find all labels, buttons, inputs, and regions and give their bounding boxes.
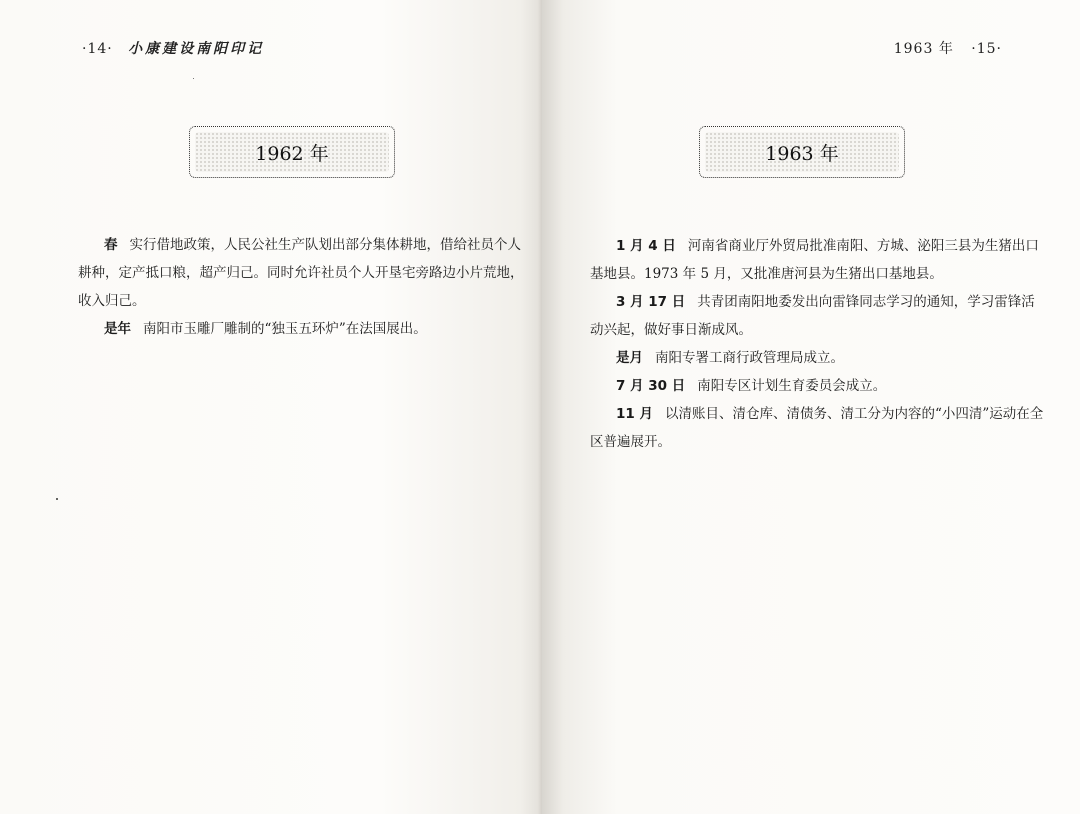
right-entries xyxy=(590,232,1044,456)
entry xyxy=(590,344,1044,372)
entry xyxy=(590,232,1044,288)
year-heading-box-1963 xyxy=(699,126,905,178)
entry-text: 实行借地政策，人民公社生产队划出部分集体耕地，借给社员个人耕种，定产抵口粮，超产归己。同时允许社员个人开垦宅旁路边小片荒地，收入归己。 xyxy=(78,237,524,309)
year-heading-1963: 1963 年 xyxy=(705,132,899,172)
entry-text: 南阳市玉雕厂雕制的“独玉五环炉”在法国展出。 xyxy=(143,321,427,337)
entry-text: 南阳专区计划生育委员会成立。 xyxy=(697,378,887,394)
entry-text: 以清账目、清仓库、清债务、清工分为内容的“小四清”运动在全区普遍展开。 xyxy=(590,406,1044,450)
entry xyxy=(590,372,1044,400)
left-entries xyxy=(78,231,530,343)
entry-text: 南阳专署工商行政管理局成立。 xyxy=(655,350,844,366)
entry-key: 是年 xyxy=(104,321,131,337)
entry xyxy=(590,400,1044,456)
entry-key: 春 xyxy=(104,237,118,253)
entry-key: 11 月 xyxy=(616,406,653,422)
entry-key: 3 月 17 日 xyxy=(616,294,686,310)
left-page-number: ·14· xyxy=(82,41,113,57)
running-head-year: 1963 年 xyxy=(893,41,954,57)
book-title: 小康建设南阳印记 xyxy=(128,41,265,57)
entry-text: 河南省商业厅外贸局批准南阳、方城、泌阳三县为生猪出口基地县。1973 年 5 月，又批准唐河县为生猪出口基地县。 xyxy=(590,238,1039,282)
year-heading-1962: 1962 年 xyxy=(195,132,389,172)
right-page xyxy=(542,0,1080,814)
print-speck xyxy=(193,78,194,79)
right-page-number: ·15· xyxy=(971,41,1002,57)
entry-text: 共青团南阳地委发出向雷锋同志学习的通知，学习雷锋活动兴起，做好事日渐成风。 xyxy=(590,294,1035,338)
entry-key: 是月 xyxy=(616,350,643,366)
entry-key: 1 月 4 日 xyxy=(616,238,676,254)
entry xyxy=(590,288,1044,344)
year-heading-box-1962 xyxy=(189,126,395,178)
left-running-head xyxy=(82,38,264,58)
entry xyxy=(78,315,530,343)
entry-key: 7 月 30 日 xyxy=(616,378,686,394)
entry xyxy=(78,231,530,315)
print-speck xyxy=(56,498,58,500)
right-running-head xyxy=(894,38,1002,58)
